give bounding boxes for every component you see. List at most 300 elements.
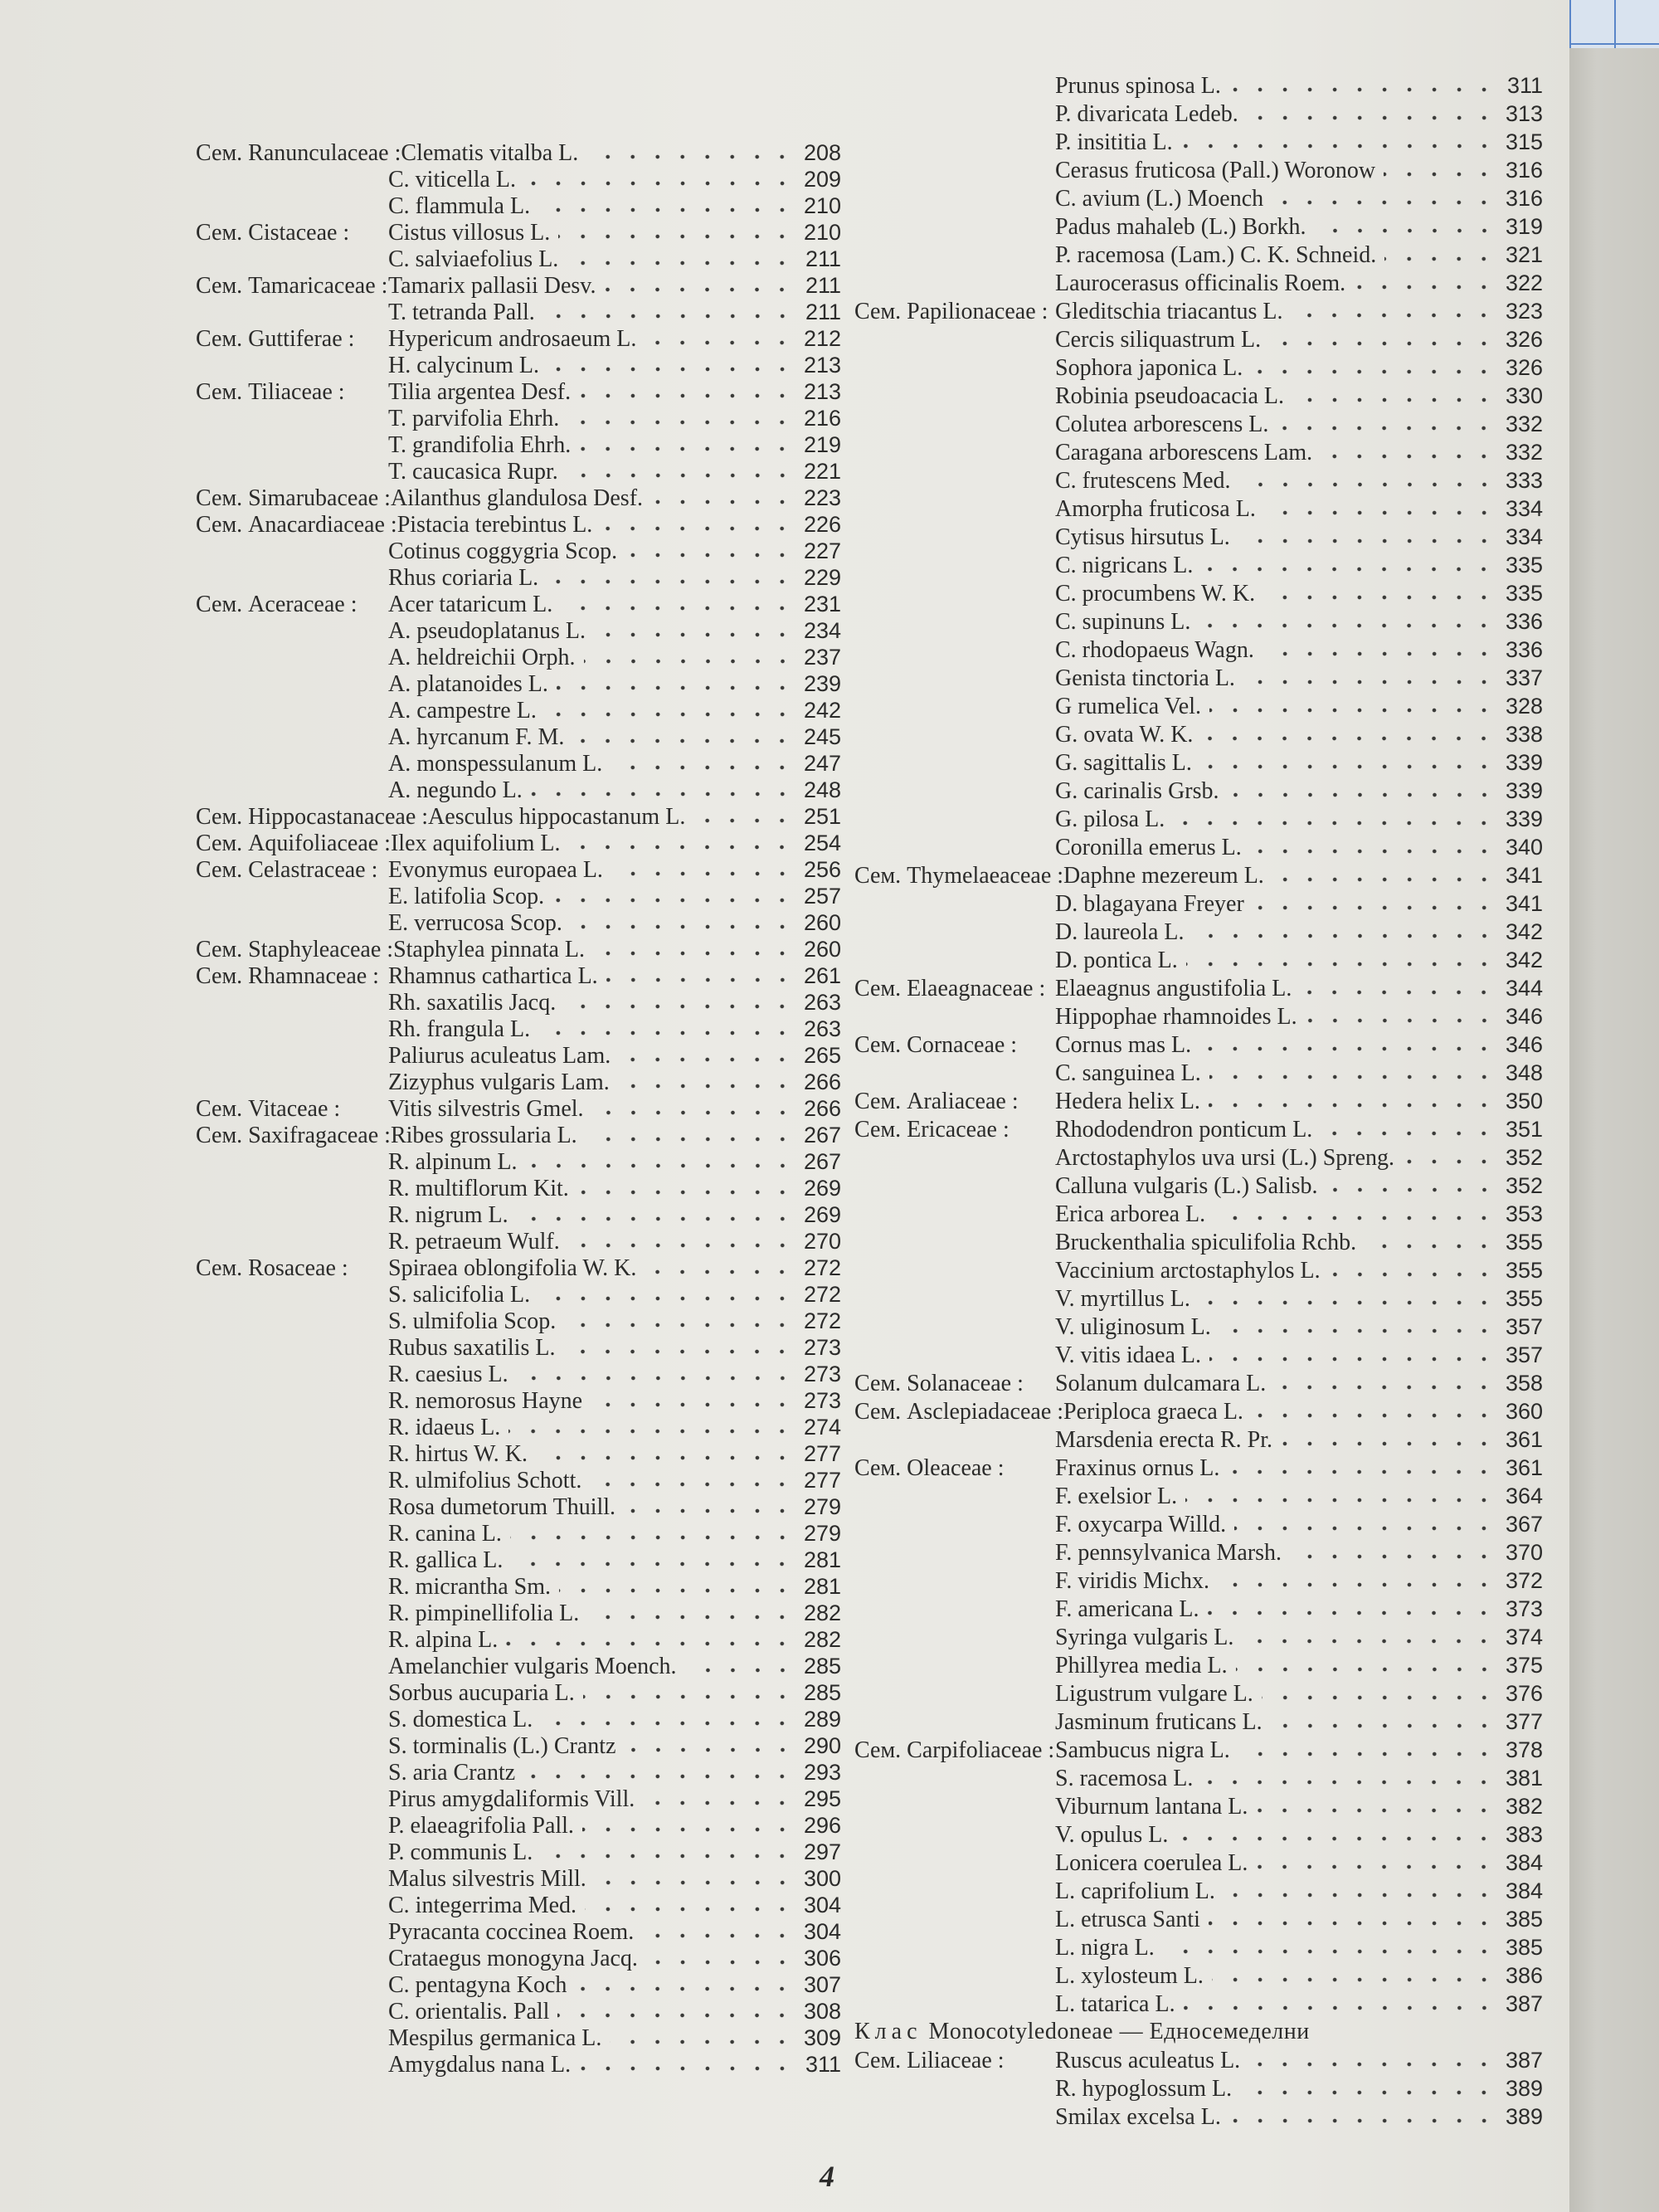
toc-entry: [196, 405, 841, 431]
toc-entry: [854, 241, 1543, 269]
toc-entry: [196, 1918, 841, 1945]
species-name: Pirus amygdaliformis Vill.: [388, 1786, 635, 1812]
species-name: Arctostaphylos uva ursi (L.) Spreng.: [1055, 1145, 1395, 1171]
dot-leader: [1200, 763, 1496, 770]
dot-leader: [506, 1640, 795, 1647]
species-name: T. caucasica Rupr.: [388, 459, 558, 485]
toc-entry: [854, 1510, 1543, 1538]
page-edge-shadow: [1569, 0, 1659, 2212]
dot-leader: [1173, 820, 1496, 826]
species-name: L. caprifolium L.: [1055, 1878, 1215, 1904]
page-ref: 385: [1505, 1907, 1543, 1932]
page-ref: 355: [1505, 1258, 1543, 1283]
dot-leader: [577, 1189, 795, 1196]
species-name: C. pentagyna Koch: [388, 1972, 567, 1998]
toc-entry: [196, 644, 841, 670]
species-name: V. uliginosum L.: [1055, 1314, 1211, 1340]
page-ref: 227: [803, 538, 841, 563]
dot-leader: [1234, 1525, 1496, 1532]
dot-leader: [585, 1906, 795, 1912]
dot-leader: [557, 2012, 795, 2019]
dot-leader: [1274, 1384, 1496, 1391]
dot-leader: [541, 1853, 795, 1859]
species-name: R. ulmifolius Schott.: [388, 1468, 582, 1493]
toc-entry: [196, 1334, 841, 1361]
dot-leader: [583, 1693, 795, 1700]
toc-entry: [854, 692, 1543, 720]
dot-leader: [1243, 679, 1496, 685]
toc-entry: [854, 382, 1543, 410]
species-name: V. opulus L.: [1055, 1822, 1169, 1848]
species-name: Elaeagnus angustifolia L.: [1055, 976, 1292, 1001]
toc-entry: [196, 2051, 841, 2078]
dot-leader: [645, 339, 795, 346]
dot-leader: [568, 844, 795, 850]
species-name: Coronilla emerus L.: [1055, 835, 1242, 860]
species-name: Rhus coriaria L.: [388, 565, 539, 591]
dot-leader: [538, 1295, 795, 1302]
page-ref: 279: [803, 1521, 841, 1546]
toc-entry: [196, 1679, 841, 1706]
dot-leader: [523, 1773, 795, 1780]
page-ref: 242: [803, 698, 841, 723]
dot-leader: [1218, 1581, 1496, 1588]
dot-leader: [586, 1136, 795, 1143]
page-ref: 339: [1505, 806, 1543, 831]
toc-entry: [196, 1547, 841, 1573]
dot-leader: [579, 2065, 795, 2072]
dot-leader: [541, 1720, 795, 1727]
page-ref: 338: [1505, 722, 1543, 747]
species-name: H. calycinum L.: [388, 353, 539, 378]
dot-leader: [611, 870, 795, 877]
toc-entry: [854, 325, 1543, 353]
toc-entry: [196, 936, 841, 962]
species-name: Vaccinium arctostaphylos L.: [1055, 1258, 1321, 1284]
family-label: Сем. Papilionaceae :: [854, 299, 1048, 324]
dot-leader: [1238, 538, 1496, 544]
page-ref: 274: [803, 1415, 841, 1440]
species-name: Rh. frangula L.: [388, 1016, 531, 1042]
species-name: P. elaeagrifolia Pall.: [388, 1813, 574, 1839]
page-ref: 281: [803, 1547, 841, 1572]
species-name: A. platanoides L.: [388, 671, 548, 697]
dot-leader: [1384, 171, 1496, 178]
toc-entry: [196, 272, 841, 299]
dot-leader: [531, 791, 795, 797]
page-ref: 350: [1505, 1089, 1543, 1113]
family-label: Сем. Hippocastanaceae :: [196, 804, 429, 830]
species-name: S. ulmifolia Scop.: [388, 1308, 557, 1334]
species-name: F. viridis Michx.: [1055, 1568, 1209, 1594]
dot-leader: [1272, 876, 1496, 883]
species-name: Cistus villosus L.: [388, 220, 551, 246]
species-name: V. vitis idaea L.: [1055, 1342, 1202, 1368]
dot-leader: [579, 392, 795, 399]
page-ref: 237: [803, 645, 841, 670]
dot-leader: [618, 1083, 795, 1089]
species-name: R. petraeum Wulf.: [388, 1229, 560, 1255]
toc-entry: [196, 1201, 841, 1228]
toc-entry: [196, 1175, 841, 1201]
toc-entry: [196, 1069, 841, 1095]
page-ref: 293: [803, 1760, 841, 1785]
species-name: Fraxinus ornus L.: [1055, 1455, 1220, 1481]
page-ref: 277: [803, 1468, 841, 1493]
page-ref: 282: [803, 1601, 841, 1625]
page-ref: 257: [803, 884, 841, 909]
dot-leader: [611, 764, 795, 771]
dot-leader: [1256, 1864, 1496, 1870]
family-label: Сем. Simarubaceae :: [196, 485, 391, 511]
dot-leader: [625, 552, 795, 558]
species-name: R. caesius L.: [388, 1362, 508, 1387]
species-name: R. micrantha Sm.: [388, 1574, 551, 1600]
toc-entry: [196, 2024, 841, 2051]
family-label: Сем. Oleaceae :: [854, 1455, 1005, 1481]
page-ref: 339: [1505, 778, 1543, 803]
page-ref: 273: [803, 1335, 841, 1360]
page-ref: 335: [1505, 581, 1543, 606]
toc-column-right: [854, 71, 1543, 2131]
species-name: C. rhodopaeus Wagn.: [1055, 637, 1254, 663]
page-ref: 333: [1505, 468, 1543, 493]
dot-leader: [1201, 735, 1496, 742]
page-ref: 304: [803, 1919, 841, 1944]
dot-leader: [1403, 1158, 1496, 1165]
dot-leader: [1209, 1102, 1496, 1108]
toc-entry: [196, 1520, 841, 1547]
dot-leader: [1239, 481, 1496, 488]
species-name: D. blagayana Freyer: [1055, 891, 1244, 917]
page-ref: 210: [803, 193, 841, 218]
page-ref: 234: [803, 618, 841, 643]
family-label: Сем. Saxifragaceae :: [196, 1123, 391, 1148]
species-name: R. multiflorum Kit.: [388, 1176, 569, 1201]
species-name: Phillyrea media L.: [1055, 1653, 1228, 1678]
family-label: Сем. Thymelaeaceae :: [854, 863, 1064, 889]
species-name: Ilex aquifolium L.: [390, 831, 561, 856]
dot-leader: [1247, 114, 1496, 121]
toc-entry: [854, 1256, 1543, 1284]
species-name: P. insititia L.: [1055, 129, 1173, 155]
species-name: C. avium (L.) Moench: [1055, 186, 1264, 212]
page-ref: 239: [803, 671, 841, 696]
dot-leader: [1252, 1412, 1496, 1419]
page-ref: 378: [1505, 1737, 1543, 1762]
page-ref: 211: [805, 273, 841, 298]
toc-entry: [854, 495, 1543, 523]
dot-leader: [1272, 199, 1496, 206]
dot-leader: [561, 605, 795, 611]
page-ref: 216: [803, 406, 841, 431]
species-name: R. alpinum L.: [388, 1149, 518, 1175]
toc-entry: [854, 1341, 1543, 1369]
page-ref: 272: [803, 1308, 841, 1333]
dot-leader: [517, 1375, 795, 1381]
page-ref: 389: [1505, 2076, 1543, 2101]
page-ref: 211: [805, 246, 841, 271]
page-ref: 326: [1505, 327, 1543, 352]
toc-entry: [196, 511, 841, 538]
page-ref: 266: [803, 1096, 841, 1121]
page-ref: 334: [1505, 524, 1543, 549]
page-ref: 306: [803, 1946, 841, 1971]
page-ref: 367: [1505, 1512, 1543, 1537]
species-name: G rumelica Vel.: [1055, 694, 1201, 719]
page-ref: 328: [1505, 694, 1543, 719]
dot-leader: [571, 923, 795, 930]
toc-entry: [854, 551, 1543, 579]
toc-entry: [196, 166, 841, 192]
species-name: Cotinus coggygria Scop.: [388, 538, 618, 564]
toc-entry: [854, 1454, 1543, 1482]
species-name: Acer tataricum L.: [388, 592, 553, 617]
page-ref: 330: [1505, 383, 1543, 408]
dot-leader: [547, 366, 795, 373]
page-ref: 352: [1505, 1145, 1543, 1170]
species-name: R. nigrum L.: [388, 1202, 508, 1228]
species-name: G. pilosa L.: [1055, 806, 1165, 832]
dot-leader: [1176, 1835, 1496, 1842]
dot-leader: [584, 658, 795, 665]
species-name: C. salviaefolius L.: [388, 246, 559, 272]
toc-entry: [196, 1653, 841, 1679]
species-name: C. nigricans L.: [1055, 553, 1194, 578]
toc-entry: [854, 1369, 1543, 1397]
toc-entry: [854, 664, 1543, 692]
species-name: A. negundo L.: [388, 777, 523, 803]
toc-entry: [854, 1623, 1543, 1651]
page-ref: 316: [1505, 186, 1543, 211]
toc-entry: [854, 2074, 1543, 2102]
species-name: S. aria Crantz: [388, 1760, 516, 1786]
dot-leader: [1300, 989, 1496, 996]
dot-leader: [619, 1056, 795, 1063]
toc-entry: [854, 946, 1543, 974]
family-label: Сем. Staphyleaceae :: [196, 937, 394, 962]
dot-leader: [601, 525, 795, 532]
species-name: Tilia argentea Desf.: [388, 379, 572, 405]
dot-leader: [1163, 1948, 1496, 1955]
toc-entry: [196, 1998, 841, 2024]
family-label: Сем. Liliaceae :: [854, 2048, 1005, 2073]
species-name: Lonicera coerulea L.: [1055, 1850, 1248, 1876]
dot-leader: [1290, 1553, 1496, 1560]
species-name: L. nigra L.: [1055, 1935, 1155, 1961]
page-ref: 263: [803, 990, 841, 1015]
toc-entry: [196, 431, 841, 458]
page-ref: 322: [1505, 270, 1543, 295]
dot-leader: [545, 711, 795, 718]
toc-entry: [196, 192, 841, 219]
species-name: C. procumbens W. K.: [1055, 581, 1256, 607]
page-ref: 231: [803, 592, 841, 616]
page-ref: 340: [1505, 835, 1543, 860]
species-name: Evonymus europaea L.: [388, 857, 603, 883]
dot-leader: [1209, 1356, 1496, 1362]
species-name: Genista tinctoria L.: [1055, 665, 1235, 691]
page-ref: 309: [803, 2025, 841, 2050]
dot-leader: [1269, 340, 1496, 347]
page-ref: 361: [1505, 1455, 1543, 1480]
dot-leader: [579, 446, 795, 452]
species-name: C. integerrima Med.: [388, 1893, 577, 1918]
page-ref: 248: [803, 777, 841, 802]
page-ref: 339: [1505, 750, 1543, 775]
dot-leader: [1201, 1779, 1496, 1786]
page-ref: 384: [1505, 1878, 1543, 1903]
toc-entry: [854, 128, 1543, 156]
dot-leader: [1199, 622, 1496, 629]
page-ref: 307: [803, 1972, 841, 1997]
species-name: Caragana arborescens Lam.: [1055, 440, 1313, 465]
class-heading: [854, 2018, 1543, 2046]
page-ref: 315: [1505, 129, 1543, 154]
page-ref: 245: [803, 724, 841, 749]
species-name: P. communis L.: [388, 1839, 533, 1865]
toc-entry: [196, 139, 841, 166]
page-ref: 382: [1505, 1794, 1543, 1819]
page-ref: 304: [803, 1893, 841, 1917]
page-ref: 282: [803, 1627, 841, 1652]
page-ref: 355: [1505, 1286, 1543, 1311]
dot-leader: [1209, 707, 1496, 714]
page-ref: 272: [803, 1255, 841, 1280]
toc-entry: [196, 219, 841, 246]
page-ref: 285: [803, 1680, 841, 1705]
page-ref: 385: [1505, 1935, 1543, 1960]
family-label: Сем. Elaeagnaceae :: [854, 976, 1046, 1001]
dot-leader: [651, 499, 795, 505]
page-ref: 346: [1505, 1032, 1543, 1057]
toc-entry: [854, 184, 1543, 212]
page-ref: 341: [1505, 863, 1543, 888]
toc-entry: [196, 1414, 841, 1440]
dot-leader: [1262, 1694, 1496, 1701]
species-name: Amorpha fruticosa L.: [1055, 496, 1256, 522]
page-ref: 374: [1505, 1625, 1543, 1649]
species-name: Rosa dumetorum Thuill.: [388, 1494, 616, 1520]
page-ref: 212: [803, 326, 841, 351]
page-ref: 256: [803, 857, 841, 882]
page-number: 4: [820, 2160, 834, 2193]
toc-entry: [196, 1839, 841, 1865]
toc-entry: [196, 1122, 841, 1148]
toc-entry: [854, 1482, 1543, 1510]
toc-entry: [854, 777, 1543, 805]
species-name: A. pseudoplatanus L.: [388, 618, 586, 644]
species-name: Aesculus hippocastanum L.: [428, 804, 686, 830]
toc-entry: [854, 1425, 1543, 1454]
toc-entry: [854, 1538, 1543, 1566]
toc-entry: [854, 1397, 1543, 1425]
page-ref: 273: [803, 1388, 841, 1413]
toc-entry: [196, 617, 841, 644]
dot-leader: [564, 1322, 795, 1328]
toc-entry: [196, 1759, 841, 1786]
dot-leader: [645, 1269, 795, 1275]
dot-leader: [538, 1030, 795, 1036]
toc-entry: [854, 1933, 1543, 1961]
dot-leader: [606, 977, 795, 983]
family-label: Сем. Vitaceae :: [196, 1096, 341, 1122]
species-name: Malus silvestris Mill.: [388, 1866, 586, 1892]
toc-entry: [854, 438, 1543, 466]
toc-entry: [854, 1877, 1543, 1905]
species-name: Smilax excelsa L.: [1055, 2104, 1221, 2130]
dot-leader: [552, 897, 795, 904]
toc-entry: [196, 1493, 841, 1520]
species-name: G. ovata W. K.: [1055, 722, 1194, 748]
toc-entry: [854, 1313, 1543, 1341]
page-ref: 260: [803, 937, 841, 962]
species-name: D. pontica L.: [1055, 948, 1178, 973]
species-name: Staphylea pinnata L.: [393, 937, 586, 962]
toc-entry: [854, 1820, 1543, 1849]
toc-entry: [196, 538, 841, 564]
species-name: E. latifolia Scop.: [388, 884, 545, 909]
toc-entry: [196, 724, 841, 750]
toc-entry: [854, 212, 1543, 241]
toc-entry: [196, 1945, 841, 1971]
dot-leader: [1181, 143, 1496, 149]
family-label: Сем. Rosaceae :: [196, 1255, 348, 1281]
class-label: Клас: [854, 2019, 922, 2044]
toc-entry: [196, 591, 841, 617]
species-name: Hippophae rhamnoides L.: [1055, 1004, 1297, 1030]
page-ref: 389: [1505, 2104, 1543, 2129]
species-name: C. orientalis. Pall: [388, 1999, 550, 2024]
species-name: F. pennsylvanica Marsh.: [1055, 1540, 1282, 1566]
species-name: Rubus saxatilis L.: [388, 1335, 556, 1361]
page-ref: 337: [1505, 665, 1543, 690]
page-ref: 226: [803, 512, 841, 537]
species-name: D. laureola L.: [1055, 919, 1185, 945]
page-ref: 383: [1505, 1822, 1543, 1847]
page-ref: 209: [803, 167, 841, 192]
toc-entry: [854, 1651, 1543, 1679]
dot-leader: [590, 1481, 795, 1488]
toc-entry: [854, 1284, 1543, 1313]
dot-leader: [1229, 2117, 1496, 2124]
species-name: R. gallica L.: [388, 1547, 504, 1573]
page-ref: 372: [1505, 1568, 1543, 1593]
dot-leader: [567, 260, 795, 266]
toc-entry: [854, 1002, 1543, 1030]
dot-leader: [642, 1932, 795, 1939]
species-name: Laurocerasus officinalis Roem.: [1055, 270, 1346, 296]
page-ref: 341: [1505, 891, 1543, 916]
page-ref: 364: [1505, 1484, 1543, 1508]
toc-entry: [196, 299, 841, 325]
species-name: Sorbus aucuparia L.: [388, 1680, 575, 1706]
species-name: Vitis silvestris Gmel.: [388, 1096, 584, 1122]
page-ref: 300: [803, 1866, 841, 1891]
species-name: A. heldreichii Orph.: [388, 645, 576, 670]
toc-entry: [854, 2102, 1543, 2131]
species-name: A. hyrcanum F. M.: [388, 724, 565, 750]
toc-entry: [196, 1626, 841, 1653]
toc-entry: [854, 269, 1543, 297]
page-ref: 335: [1505, 553, 1543, 577]
page-ref: 263: [803, 1016, 841, 1041]
dot-leader: [1240, 2089, 1496, 2096]
toc-entry: [196, 830, 841, 856]
dot-leader: [1384, 256, 1496, 262]
family-label: Сем. Asclepiadaceae :: [854, 1399, 1064, 1425]
toc-entry: [854, 2046, 1543, 2074]
